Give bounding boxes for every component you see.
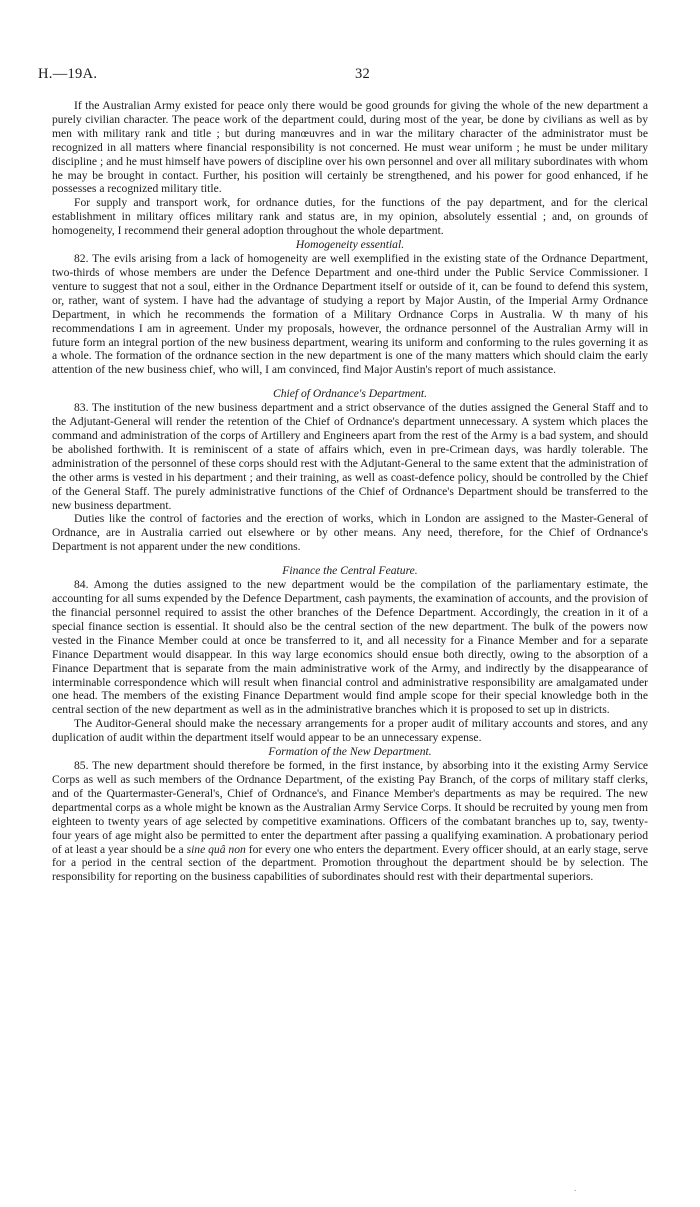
section-heading: Finance the Central Feature. xyxy=(282,564,418,578)
document-reference: H.—19A. xyxy=(38,66,98,82)
paragraph-text: 85. The new department should therefore be formed, in the first instance, by absorbing into it the existing Army Service Corps as well as such members of the Ordnance Department, of the existing Pay Branch, of the corps of military staff clerks, and of the Quartermaster-General's, Chief of Ordnance's, and Finance Member's departments as may be required. The new departmental corps as a whole might be known as the Australian Army Service Corps. It should be recruited by young men from eighteen to twenty years of age selected by competitive examinations. Officers of the combatant branches up to, say, twenty-four years of age might also be permitted to enter the department after passing a qualifying examination. A probationary period of at least a year should be a xyxy=(52,759,648,856)
section-heading: Formation of the New Department. xyxy=(268,745,432,759)
paragraph: For supply and transport work, for ordnance duties, for the functions of the pay department, and for the clerical establishment in military offices military rank and status are, in my opinion, absolutely essential ; and, on grounds of homogeneity, I recommend their general adoption throughout the whole department. xyxy=(52,196,648,238)
paragraph: 82. The evils arising from a lack of homogeneity are well exemplified in the existing state of the Ordnance Department, two-thirds of whose members are under the Defence Department and one-third under the Public Service Commissioner. I venture to suggest that not a soul, either in the Ordnance Department itself or outside of it, can be found to defend this system, or, rather, want of system. I have had the advantage of studying a report by Major Austin, of the Imperial Army Ordnance Department, in which he recommends the formation of a Military Ordnance Corps in Australia. W th many of his recommendations I am in agreement. Under my proposals, however, the ordnance personnel of the Australian Army will in future form an integral portion of the new business department, wearing its uniform and conforming to the rules governing it as a whole. The formation of the ordnance section in the new department is one of the many matters which should claim the early attention of the new business chief, who will, I am convinced, find Major Austin's report of much assistance. xyxy=(52,252,648,377)
document-body xyxy=(52,99,648,884)
paragraph: The Auditor-General should make the necessary arrangements for a proper audit of military accounts and stores, and any duplication of audit within the department itself would appear to be an unnecessary expense. xyxy=(52,717,648,745)
page-number: 32 xyxy=(355,66,371,82)
paragraph-text: for every one who enters the department. Every officer should, at an early stage, serve for a period in the central section of the department. Promotion throughout the department should be by selection. The responsibility for reporting on the business capabilities of subordinates should rest with their departmental superiors. xyxy=(52,842,649,884)
page-header xyxy=(38,66,648,86)
section-heading: Chief of Ordnance's Department. xyxy=(272,387,428,401)
paragraph: If the Australian Army existed for peace only there would be good grounds for giving the whole of the new department a purely civilian character. The peace work of the department could, during most of the year, be done by civilians as well as by men with military rank and title ; but during manœuvres and in war the military character of the administrator must be recognized in all matters where financial responsibility is not concerned. He must wear uniform ; he must be under military discipline ; and he must himself have powers of discipline over his own personnel and over all military subordinates with whom he may be brought in contact. Further, his position will certainly be strengthened, and his power for good enhanced, if he possesses a recognized military title. xyxy=(52,99,648,196)
paragraph: Duties like the control of factories and the erection of works, which in London are assigned to the Master-General of Ordnance, are in Australia carried out elsewhere or by other means. Any need, therefore, for the Chief of Ordnance's Department is not apparent under the new conditions. xyxy=(52,512,648,554)
italic-phrase: sine quâ non xyxy=(186,842,246,856)
paragraph: 84. Among the duties assigned to the new department would be the compilation of the parliamentary estimate, the accounting for all sums expended by the Defence Department, cash payments, the examination of accounts, and the provision of the financial personnel required to assist the other branches of the Defence Department. Accordingly, the creation in it of a special finance section is essential. It should also be the central section of the new department. The bulk of the powers now vested in the Finance Member could at once be transferred to it, and all necessity for a Finance Member and for a separate Finance Department would disappear. In this way large economics should ensue both directly, owing to the absorption of a Finance Department that is separate from the main administrative work of the Army, and indirectly by the disappearance of interminable correspondence which will result when financial control and administrative responsibility are amalgamated under one head. The members of the existing Finance Department would find ample scope for their special knowledge both in the central section of the new department as well as in the administrative branches which it is proposed to set up in districts. xyxy=(52,578,648,717)
paragraph: 83. The institution of the new business department and a strict observance of the duties assigned the General Staff and to the Adjutant-General will render the retention of the Chief of Ordnance's department unnecessary. A system which places the command and administration of the corps of Artillery and Engineers apart from the rest of the Army is a bad system, and should be abolished forthwith. It is reminiscent of a state of affairs which, even in pre-Crimean days, was hardly tolerable. The administration of the personnel of these corps should rest with the Adjutant-General to the same extent that the administration of the other arms is vested in his department ; and their training, as well as coast-defence policy, should be controlled by the Chief of the General Staff. The purely administrative functions of the Chief of Ordnance's Department should be transferred to the new business department. xyxy=(52,401,648,512)
section-heading: Homogeneity essential. xyxy=(295,238,405,252)
scan-mark: . xyxy=(574,1183,577,1193)
paragraph xyxy=(52,759,648,884)
